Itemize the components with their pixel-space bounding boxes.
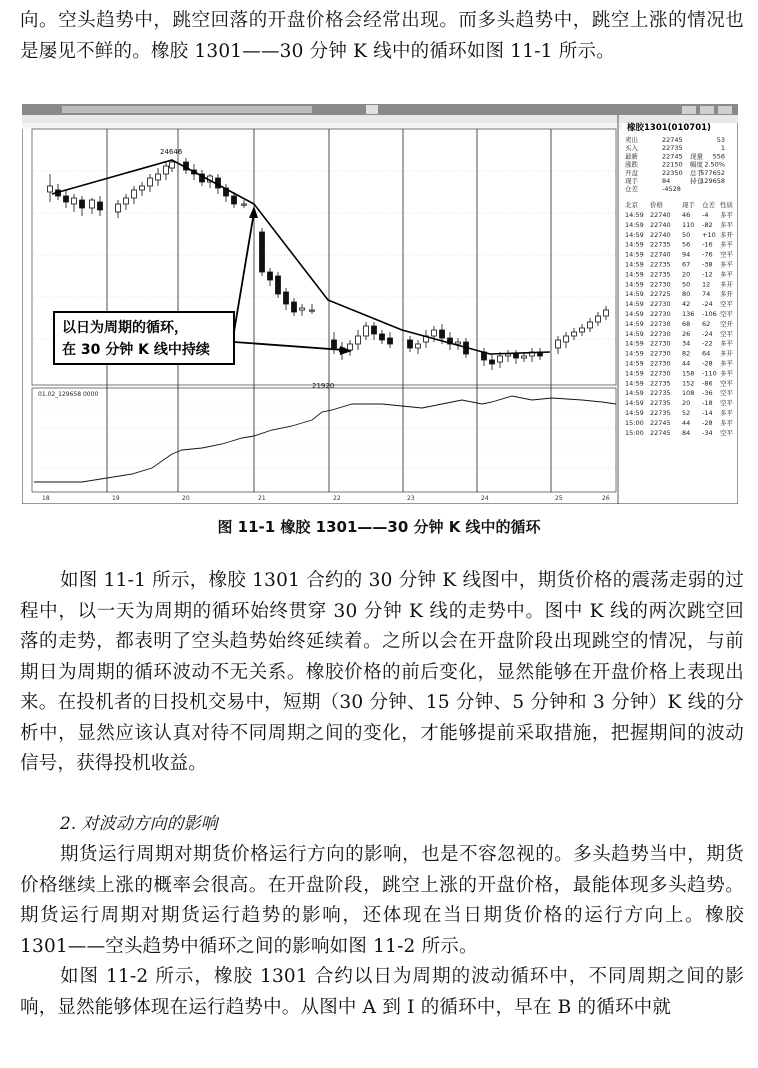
paragraph-top: 向。空头趋势中，跳空回落的开盘价格会经常出现。而多头趋势中，跳空上涨的情况也是屡见不鲜的。橡胶 1301——30 分钟 K 线中的循环如图 11-1 所示。: [20, 10, 744, 62]
tick-cell: 50: [682, 280, 691, 289]
tick-cell: 42: [682, 300, 691, 309]
tick-cell: 多开: [720, 349, 733, 358]
tick-cell: 15:00: [625, 428, 644, 437]
candle-body: [284, 292, 289, 304]
x-tick-label: 26: [602, 495, 610, 502]
quote-summary-cell: 幅度: [690, 160, 703, 169]
tick-cell: 22740: [650, 220, 671, 229]
candle-body: [564, 336, 569, 342]
tick-cell: 152: [682, 379, 695, 388]
tick-cell: 62: [702, 319, 711, 328]
x-tick-label: 20: [182, 495, 190, 502]
x-tick-label: 19: [112, 495, 120, 502]
tick-cell: 22730: [650, 280, 671, 289]
candle-body: [380, 334, 385, 340]
tick-cell: 158: [682, 369, 695, 378]
tick-cell: 108: [682, 389, 695, 398]
candle-body: [408, 340, 413, 348]
tick-cell: 14:59: [625, 399, 644, 408]
tick-cell: 22735: [650, 270, 671, 279]
tick-cell: 空平: [720, 250, 733, 259]
candle-body: [572, 332, 577, 336]
tick-cell: 多平: [720, 418, 733, 427]
tick-cell: 56: [682, 240, 691, 249]
tick-cell: -22: [702, 339, 713, 348]
high-price-label: 24646: [160, 148, 183, 156]
candle-body: [232, 196, 237, 204]
tick-cell: 22735: [650, 389, 671, 398]
tick-cell: -36: [702, 389, 713, 398]
candle-body: [588, 322, 593, 328]
tick-cell: 14:59: [625, 270, 644, 279]
paragraph-2: 期货运行周期对期货价格运行方向的影响，也是不容忽视的。多头趋势当中，期货价格继续上涨的概率会很高。在开盘阶段，跳空上涨的开盘价格，最能体现多头趋势。期货运行周期对期货运行趋势的影响，还体现在当日期货价格的运行方向上。橡胶 1301——空头趋势中循环之间的影响如图 11-2 所示。: [20, 844, 744, 957]
tick-cell: 14:59: [625, 211, 644, 219]
toolbar: [22, 115, 738, 123]
tick-cell: 12: [702, 280, 711, 289]
tick-cell: 22735: [650, 409, 671, 417]
quote-summary-cell: 持仓: [690, 177, 703, 185]
candle-body: [388, 338, 393, 344]
tick-cell: 22730: [650, 319, 671, 328]
tick-cell: 26: [682, 329, 691, 338]
tick-cell: 67: [682, 260, 691, 269]
tick-cell: 22730: [650, 369, 671, 378]
tick-cell: 46: [682, 211, 691, 219]
tick-cell: 94: [682, 250, 691, 259]
tick-cell: 14:59: [625, 379, 644, 388]
candle-body: [64, 196, 69, 202]
tick-cell: 22740: [650, 211, 671, 219]
tick-cell: 14:59: [625, 310, 644, 318]
volume-readout: 01.02_129658 0000: [38, 391, 99, 398]
candle-body: [242, 204, 247, 205]
tick-cell: -12: [702, 270, 713, 279]
quote-summary-cell: 84: [662, 177, 671, 185]
tick-cell: 14:59: [625, 250, 644, 259]
tick-cell: -34: [702, 428, 713, 437]
tick-cell: 14:59: [625, 300, 644, 309]
candle-body: [80, 200, 85, 208]
candle-body: [456, 342, 461, 344]
tick-cell: 22725: [650, 290, 671, 299]
low-price-label: 21920: [312, 382, 335, 390]
candle-body: [164, 166, 169, 174]
tick-cell: 多平: [720, 339, 733, 348]
quote-summary-cell: 最新: [625, 152, 638, 161]
tick-cell: 14:59: [625, 389, 644, 398]
candle-body: [276, 276, 281, 294]
quote-summary-cell: 2.50%: [704, 160, 725, 169]
quote-summary-cell: 129658: [700, 177, 725, 185]
maximize-button: [700, 106, 714, 114]
tick-cell: 14:59: [625, 290, 644, 299]
close-button: [718, 106, 732, 114]
tick-cell: 空平: [720, 310, 733, 318]
minimize-button: [682, 106, 696, 114]
tick-cell: 22740: [650, 230, 671, 239]
tick-cell: 44: [682, 418, 691, 427]
tick-cell: -28: [702, 359, 713, 368]
paragraph-1: 如图 11-1 所示，橡胶 1301 合约的 30 分钟 K 线图中，期货价格的震荡走弱的过程中，以一天为周期的循环始终贯穿 30 分钟 K 线的走势中。图中 K 线的两次跳空回落的走势，都表明了空头趋势始终延续着。之所以会在开盘阶段出现跳空的情况，与前期日为周期的循环波动不无关系。橡胶价格的前后变化，显然能够在开盘价格上表现出来。在投机者的日投机交易中，短期（30 分钟、15 分钟、5 分钟和 3 分钟）K 线的分析中，显然应该认真对待不同周期之间的变化，才能够提前采取措施，把握期间的波动信号，获得投机收益。: [20, 570, 744, 774]
tick-cell: 22730: [650, 300, 671, 309]
tick-cell: 空开: [720, 319, 733, 328]
tick-cell: 空平: [720, 300, 733, 309]
tick-cell: 14:59: [625, 260, 644, 269]
window-title-strip: [62, 106, 312, 113]
tick-cell: +10: [702, 230, 716, 239]
tick-cell: 14:59: [625, 329, 644, 338]
quote-summary-cell: 总手: [690, 168, 703, 177]
tick-cell: 多开: [720, 290, 733, 299]
tick-header-cell: 北京: [625, 201, 638, 209]
quote-summary-cell: 1: [720, 144, 725, 153]
tick-cell: 22740: [650, 250, 671, 259]
tick-cell: 空平: [720, 399, 733, 408]
tick-cell: -24: [702, 300, 713, 309]
x-tick-label: 25: [555, 495, 563, 502]
tick-cell: 44: [682, 359, 691, 368]
x-tick-label: 18: [42, 495, 50, 502]
tick-cell: 14:59: [625, 319, 644, 328]
candle-body: [432, 330, 437, 336]
tick-cell: -110: [702, 369, 717, 378]
tick-cell: 14:59: [625, 240, 644, 249]
tick-cell: -106: [702, 310, 717, 318]
candle-body: [170, 162, 175, 168]
candle-body: [268, 272, 273, 280]
figure-caption: 图 11-1 橡胶 1301——30 分钟 K 线中的循环: [217, 518, 541, 536]
candle-body: [98, 202, 103, 210]
tick-cell: 14:59: [625, 349, 644, 358]
candle-body: [300, 308, 305, 310]
candle-body: [348, 344, 353, 350]
candle-body: [48, 186, 53, 192]
quote-summary-cell: 22745: [662, 136, 683, 144]
tick-cell: -18: [702, 399, 713, 408]
section-heading: 2. 对波动方向的影响: [60, 814, 218, 834]
quote-summary-cell: -4528: [662, 185, 681, 194]
candle-body: [490, 360, 495, 364]
candle-body: [132, 190, 137, 198]
candle-body: [156, 174, 161, 180]
tick-cell: 14:59: [625, 280, 644, 289]
tick-cell: -38: [702, 260, 713, 269]
candle-body: [356, 336, 361, 344]
annotation-line-2: 在 30 分钟 K 线中持续: [62, 342, 210, 358]
candle-body: [372, 326, 377, 334]
tick-cell: 14:59: [625, 339, 644, 348]
candle-body: [148, 178, 153, 186]
tick-cell: 84: [682, 428, 691, 437]
chart-figure: [22, 104, 738, 504]
paragraph-3: 如图 11-2 所示，橡胶 1301 合约以日为周期的波动循环中，不同周期之间的影响，显然能够体现在运行趋势中。从图中 A 到 I 的循环中，早在 B 的循环中就: [20, 966, 744, 1018]
candle-body: [416, 344, 421, 348]
tick-cell: 多平: [720, 409, 733, 417]
candle-body: [292, 302, 297, 312]
tick-cell: 空平: [720, 329, 733, 338]
candle-body: [604, 310, 609, 316]
tick-header-cell: 性质: [720, 201, 733, 209]
candle-body: [72, 198, 77, 204]
quote-summary-cell: 现手: [625, 177, 638, 185]
tick-cell: 74: [702, 290, 711, 299]
tick-cell: 34: [682, 339, 691, 348]
x-tick-label: 23: [407, 495, 415, 502]
quote-summary-cell: 买入: [625, 144, 638, 153]
tick-cell: 空平: [720, 389, 733, 398]
quote-summary-cell: 仓差: [625, 185, 638, 194]
tick-cell: 14:59: [625, 369, 644, 378]
tick-cell: 多平: [720, 270, 733, 279]
x-tick-label: 22: [333, 495, 341, 502]
tick-cell: 22730: [650, 339, 671, 348]
tick-cell: 22745: [650, 418, 671, 427]
candle-body: [364, 326, 369, 336]
candle-body: [556, 340, 561, 348]
candle-body: [440, 330, 445, 338]
candle-body: [124, 198, 129, 204]
tick-header-cell: 现手: [682, 201, 695, 209]
tick-cell: 多平: [720, 211, 733, 219]
tick-cell: 52: [682, 409, 691, 417]
annotation-line-1: 以日为周期的循环，: [62, 320, 188, 336]
tick-cell: 80: [682, 290, 691, 299]
tick-cell: 多开: [720, 230, 733, 239]
quote-summary-cell: 556: [712, 152, 725, 161]
quote-title: 橡胶1301(010701): [627, 123, 711, 133]
candle-body: [522, 356, 527, 358]
tick-cell: -4: [702, 211, 709, 219]
quote-summary-cell: 涨跌: [625, 160, 638, 169]
quote-summary-cell: 22735: [662, 144, 683, 153]
candle-body: [90, 200, 95, 208]
candle-body: [580, 328, 585, 332]
tick-cell: -24: [702, 329, 713, 338]
tick-cell: -86: [702, 379, 713, 388]
quote-summary-cell: 卖出: [625, 136, 638, 144]
tick-cell: 多平: [720, 260, 733, 269]
x-tick-label: 21: [258, 495, 266, 502]
quote-summary-cell: 开盘: [625, 168, 638, 177]
tick-cell: 14:59: [625, 409, 644, 417]
tick-cell: 空平: [720, 428, 733, 437]
candle-body: [310, 310, 315, 311]
tick-header-cell: 仓差: [702, 201, 715, 209]
tick-cell: 14:59: [625, 230, 644, 239]
tick-cell: 136: [682, 310, 695, 318]
tick-cell: 20: [682, 270, 691, 279]
tick-cell: 15:00: [625, 418, 644, 427]
quote-summary-cell: 22745: [662, 152, 683, 161]
tick-cell: 50: [682, 230, 691, 239]
tick-cell: 22735: [650, 260, 671, 269]
tick-cell: 空平: [720, 379, 733, 388]
candle-body: [332, 340, 337, 348]
candle-body: [514, 354, 519, 358]
quote-summary-cell: 22150: [662, 160, 683, 169]
chart-svg: [22, 104, 738, 504]
tick-cell: 22730: [650, 359, 671, 368]
tick-cell: 14:59: [625, 220, 644, 229]
tick-cell: 22735: [650, 379, 671, 388]
candle-body: [596, 316, 601, 322]
candle-body: [498, 356, 503, 362]
candle-body: [506, 354, 511, 356]
tick-cell: 多平: [720, 369, 733, 378]
quote-summary-cell: 577652: [700, 168, 725, 177]
x-tick-label: 24: [481, 495, 489, 502]
tick-cell: 22745: [650, 428, 671, 437]
tick-cell: 22730: [650, 349, 671, 358]
candle-body: [140, 186, 145, 190]
candle-body: [116, 204, 121, 212]
tick-cell: -16: [702, 240, 713, 249]
tick-cell: 多平: [720, 220, 733, 229]
tick-cell: 64: [702, 349, 711, 358]
tick-cell: -28: [702, 418, 713, 427]
window-title-icon: [366, 105, 378, 114]
tick-cell: 22730: [650, 329, 671, 338]
tick-header-cell: 价格: [650, 201, 663, 209]
quote-summary-cell: 现量: [690, 152, 703, 161]
tick-cell: -14: [702, 409, 713, 417]
tick-cell: 多平: [720, 240, 733, 249]
tick-cell: 多开: [720, 280, 733, 289]
tick-cell: 22735: [650, 240, 671, 249]
candle-body: [260, 232, 265, 272]
tick-cell: 110: [682, 220, 695, 229]
tick-cell: 14:59: [625, 359, 644, 368]
tick-cell: 68: [682, 319, 691, 328]
tick-cell: 22730: [650, 310, 671, 318]
tick-cell: 20: [682, 399, 691, 408]
chart-info-bar: [22, 123, 622, 129]
quote-summary-cell: 22350: [662, 168, 683, 177]
quote-summary-cell: 53: [716, 136, 725, 144]
tick-cell: -82: [702, 220, 713, 229]
tick-cell: -76: [702, 250, 713, 259]
tick-cell: 82: [682, 349, 691, 358]
tick-cell: 22735: [650, 399, 671, 408]
tick-cell: 多平: [720, 359, 733, 368]
